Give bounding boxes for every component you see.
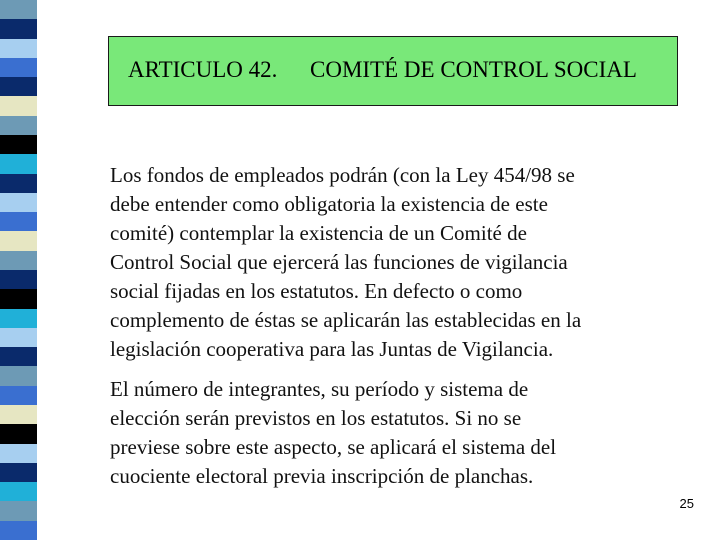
text-line: legislación cooperativa para las Juntas de Vigilancia. bbox=[110, 337, 554, 361]
strip-block bbox=[0, 19, 37, 39]
strip-block bbox=[0, 463, 37, 483]
text-line: Los fondos de empleados podrán (con la Ley 454/98 se bbox=[110, 163, 575, 187]
text-line: previese sobre este aspecto, se aplicará el sistema del bbox=[110, 435, 557, 459]
strip-block bbox=[0, 482, 37, 502]
page-number: 25 bbox=[679, 496, 694, 511]
strip-block bbox=[0, 193, 37, 213]
strip-block bbox=[0, 251, 37, 271]
text-line: El número de integrantes, su período y sistema de bbox=[110, 377, 529, 401]
strip-block bbox=[0, 77, 37, 97]
paragraph-2 bbox=[110, 375, 556, 491]
strip-block bbox=[0, 366, 37, 386]
strip-block bbox=[0, 58, 37, 78]
strip-block bbox=[0, 116, 37, 136]
article-number: ARTICULO 42. bbox=[128, 57, 278, 82]
strip-block bbox=[0, 0, 37, 20]
strip-block bbox=[0, 405, 37, 425]
text-line: complemento de éstas se aplicarán las establecidas en la bbox=[110, 308, 582, 332]
decorative-side-strip bbox=[0, 0, 37, 540]
strip-block bbox=[0, 289, 37, 309]
strip-block bbox=[0, 309, 37, 329]
text-line: comité) contemplar la existencia de un Comité de bbox=[110, 221, 527, 245]
text-line: social fijadas en los estatutos. En defecto o como bbox=[110, 279, 523, 303]
strip-block bbox=[0, 212, 37, 232]
strip-block bbox=[0, 135, 37, 155]
strip-block bbox=[0, 347, 37, 367]
title-box bbox=[108, 36, 678, 106]
paragraph-1 bbox=[110, 161, 581, 364]
strip-block bbox=[0, 39, 37, 59]
strip-block bbox=[0, 328, 37, 348]
text-line: Control Social que ejercerá las funciones de vigilancia bbox=[110, 250, 568, 274]
strip-block bbox=[0, 174, 37, 194]
strip-block bbox=[0, 154, 37, 174]
strip-block bbox=[0, 96, 37, 116]
strip-block bbox=[0, 444, 37, 464]
text-line: debe entender como obligatoria la existencia de este bbox=[110, 192, 548, 216]
strip-block bbox=[0, 424, 37, 444]
strip-block bbox=[0, 270, 37, 290]
strip-block bbox=[0, 521, 37, 540]
text-line: cuociente electoral previa inscripción de planchas. bbox=[110, 464, 534, 488]
strip-block bbox=[0, 501, 37, 521]
text-line: elección serán previstos en los estatutos. Si no se bbox=[110, 406, 522, 430]
strip-block bbox=[0, 231, 37, 251]
article-title: COMITÉ DE CONTROL SOCIAL bbox=[310, 57, 637, 82]
strip-block bbox=[0, 386, 37, 406]
